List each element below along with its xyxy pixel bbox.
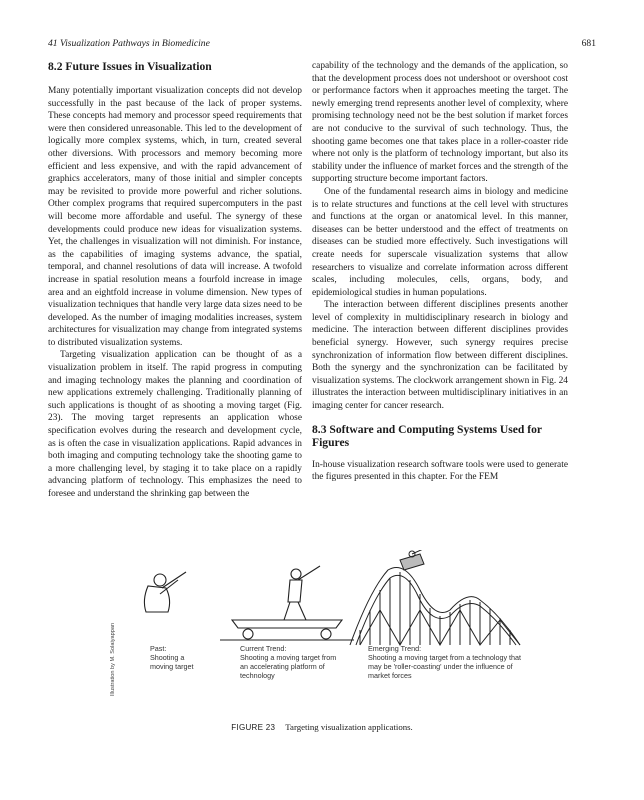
figure-illustration — [120, 550, 540, 710]
past-label: Past: Shooting a moving target — [150, 644, 194, 671]
figure-number: FIGURE 23 — [231, 723, 276, 732]
section-heading-8-2: 8.2 Future Issues in Visualization — [48, 60, 212, 73]
left-column — [48, 60, 302, 501]
section-number: 8.3 — [312, 422, 327, 436]
emerging-trend-label: Emerging Trend: Shooting a moving target from a technology that may be 'roller-coasting' under the influence of market forces — [368, 644, 522, 680]
figure-caption — [0, 722, 644, 732]
section-heading-8-3 — [312, 423, 568, 449]
platform-shooter-drawing — [220, 566, 354, 640]
illustration-credit: Illustration by M. Solaiyappan — [110, 622, 116, 696]
paragraph-1: Many potentially important visualization concepts did not develop successfully in the past because of the lack of proper systems. These concepts had memory and processor speed requirements that were then considered unreasonable. This led to the development of logically more complex systems, which, in turn, created several other diversions. With processors and memory becoming more efficient and less expensive, and with the rapid advancement of graphics accelerators, many of those initial and simpler concepts may be revisited to provide more powerful and richer solutions. Other complex programs that required supercomputers in the past will become more affordable and useful. The synergy of these developments could produce new ideas for visualization systems. Yet, the challenges in visualization will not diminish. For instance, as the capabilities of imaging systems advance, the spatial, temporal, and channel resolutions of data will increase. A twofold increase in spatial resolution means a fourfold increase in image area and an eightfold increase in volume dimension. New types of visualization techniques that handle very large data sizes need to be developed. As the number of imaging modalities increases, system architectures for visualization may change from integrated systems to distributed visualization systems. — [48, 86, 302, 348]
paragraph-4: One of the fundamental research aims in biology and medicine is to relate structures and functions at the cell level with structures and functions at the organ or anatomical level. In this manner, diseases can be better understood and the effect of treatments on diseases can be studied more effectively. Such investigations will create needs for superscale visualization systems that allow researchers to visualize and correlate information across different scales, including molecules, cells, organs, body, and epidemiological studies in human populations. — [312, 186, 568, 298]
paragraph-3: capability of the technology and the demands of the application, so that the development process does not undershoot or overshoot cost or performance factors when it approaches meeting the target. The newly emerging trend represents another level of complexity, where promising technology need not be the best solution if market forces are not conducive to the survival of such technology. Thus, the shooting game becomes one that takes place in a roller-coaster ride where not only is the platform of technology important, but also its stability under the influence of market forces and the strength of the supporting structure become important factors. — [312, 61, 568, 185]
section-title: Software and Computing Systems Used for Figures — [312, 422, 542, 449]
roller-coaster-drawing — [350, 550, 520, 645]
current-trend-label: Current Trend: Shooting a moving target from an accelerating platform of technology — [240, 644, 337, 680]
right-column — [312, 60, 568, 484]
page-number: 681 — [581, 38, 596, 49]
running-head — [48, 38, 596, 52]
paragraph-6: In-house visualization research software tools were used to generate the figures presented in this chapter. For the FEM — [312, 459, 568, 483]
past-shooter-drawing — [144, 572, 186, 612]
figure-23 — [120, 550, 540, 710]
paragraph-5: The interaction between different disciplines presents another level of complexity in multidisciplinary research in biology and medicine. The interaction between different disciplines provides beneficial synergy. However, such synergy requires precise synchronization of information flow between different disciplines. Both the synergy and the synchronization can be facilitated by visualization systems. The clockwork arrangement shown in Fig. 24 illustrates the interaction between multidisciplinary initiatives in an imaging center for cancer research. — [312, 300, 568, 412]
running-head-title: 41 Visualization Pathways in Biomedicine — [48, 38, 210, 49]
figure-caption-text: Targeting visualization applications. — [285, 722, 413, 732]
paragraph-2: Targeting visualization application can be thought of as a visualization problem in itself. The rapid progress in computing and imaging technology makes the planning and coordination of new applications extremely challenging. Traditionally planning of such applications is thought of as shooting a moving target (Fig. 23). The moving target represents an application whose specification evolves during the research and development cycle, as is often the case in visualization applications. Rapid advances in both imaging and computing technology take the shooting game to a more challenging level, by staging it to take place on a rapidly advancing platform of technology. This emphasizes the need to foresee and understand the shrinking gap between the — [48, 350, 302, 499]
